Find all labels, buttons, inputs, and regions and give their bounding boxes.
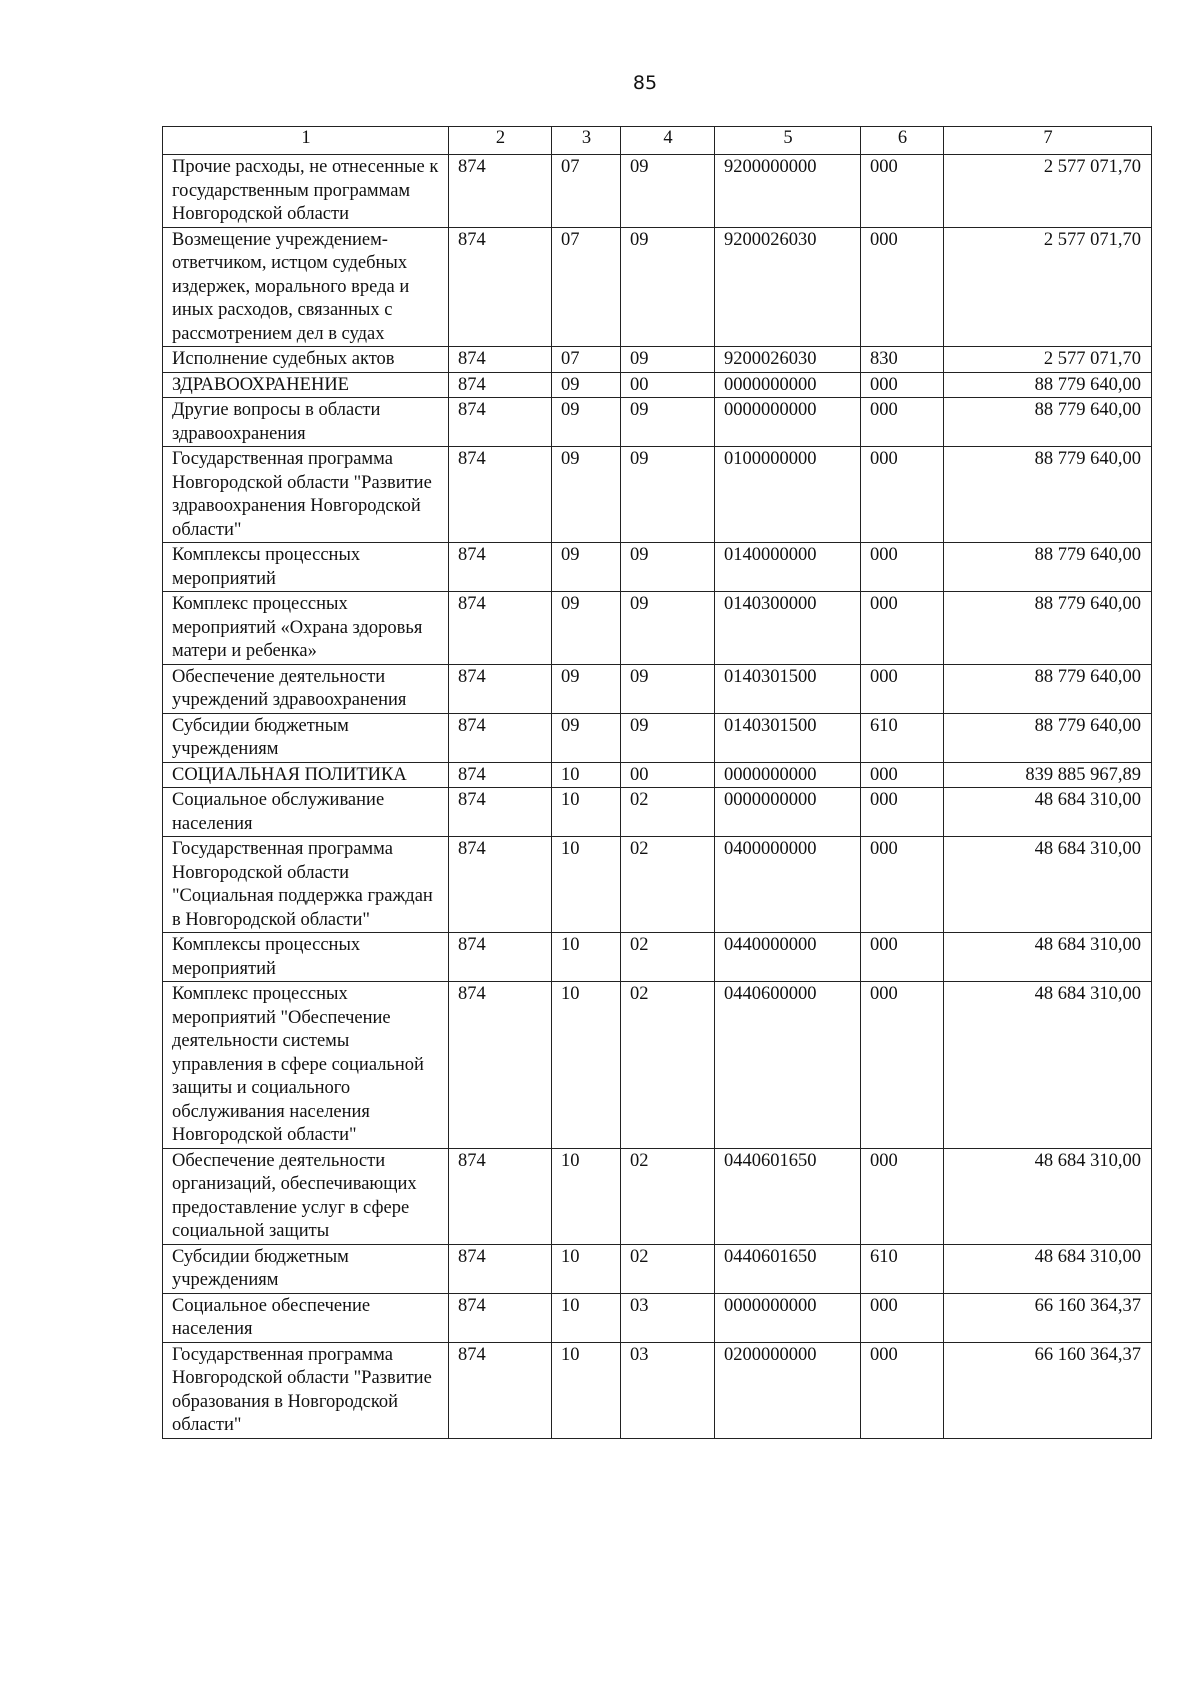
target-article-cell: 0440601650 <box>715 1244 861 1293</box>
expense-type-cell: 000 <box>861 788 944 837</box>
target-article-cell: 0100000000 <box>715 447 861 543</box>
subsection-code-cell: 09 <box>621 713 715 762</box>
ministry-code-cell: 874 <box>449 1148 552 1244</box>
expense-type-cell: 000 <box>861 837 944 933</box>
item-name-cell: Возмещение учреждением-ответчиком, истцом судебных издержек, морального вреда и иных расходов, связанных с рассмотрением дел в судах <box>163 227 449 347</box>
amount-cell: 2 577 071,70 <box>944 155 1152 228</box>
item-name-cell: ЗДРАВООХРАНЕНИЕ <box>163 372 449 398</box>
subsection-code-cell: 09 <box>621 347 715 373</box>
expense-type-cell: 000 <box>861 592 944 665</box>
target-article-cell: 0000000000 <box>715 372 861 398</box>
table-row <box>163 933 1152 982</box>
table-row <box>163 762 1152 788</box>
amount-cell: 48 684 310,00 <box>944 837 1152 933</box>
table-row <box>163 347 1152 373</box>
subsection-code-cell: 09 <box>621 227 715 347</box>
section-code-cell: 10 <box>552 1293 621 1342</box>
section-code-cell: 09 <box>552 543 621 592</box>
item-name-cell: Социальное обеспечение населения <box>163 1293 449 1342</box>
ministry-code-cell: 874 <box>449 933 552 982</box>
section-code-cell: 10 <box>552 1244 621 1293</box>
target-article-cell: 0000000000 <box>715 398 861 447</box>
item-name-cell: Субсидии бюджетным учреждениям <box>163 1244 449 1293</box>
section-code-cell: 10 <box>552 762 621 788</box>
item-name-cell: Комплекс процессных мероприятий "Обеспечение деятельности системы управления в сфере социальной защиты и социального обслуживания населения Новгородской области" <box>163 982 449 1149</box>
budget-table <box>162 126 1152 1439</box>
target-article-cell: 0140301500 <box>715 713 861 762</box>
expense-type-cell: 000 <box>861 933 944 982</box>
table-row <box>163 1293 1152 1342</box>
target-article-cell: 0140301500 <box>715 664 861 713</box>
target-article-cell: 0000000000 <box>715 788 861 837</box>
target-article-cell: 0440000000 <box>715 933 861 982</box>
section-code-cell: 07 <box>552 155 621 228</box>
section-code-cell: 10 <box>552 837 621 933</box>
amount-cell: 88 779 640,00 <box>944 398 1152 447</box>
ministry-code-cell: 874 <box>449 982 552 1149</box>
expense-type-cell: 000 <box>861 155 944 228</box>
target-article-cell: 9200026030 <box>715 347 861 373</box>
amount-cell: 48 684 310,00 <box>944 982 1152 1149</box>
section-code-cell: 09 <box>552 592 621 665</box>
amount-cell: 66 160 364,37 <box>944 1293 1152 1342</box>
amount-cell: 48 684 310,00 <box>944 788 1152 837</box>
ministry-code-cell: 874 <box>449 447 552 543</box>
target-article-cell: 0140300000 <box>715 592 861 665</box>
ministry-code-cell: 874 <box>449 713 552 762</box>
table-row <box>163 1342 1152 1438</box>
item-name-cell: Комплекс процессных мероприятий «Охрана здоровья матери и ребенка» <box>163 592 449 665</box>
expense-type-cell: 000 <box>861 762 944 788</box>
expense-type-cell: 000 <box>861 664 944 713</box>
ministry-code-cell: 874 <box>449 664 552 713</box>
amount-cell: 88 779 640,00 <box>944 713 1152 762</box>
ministry-code-cell: 874 <box>449 1244 552 1293</box>
ministry-code-cell: 874 <box>449 347 552 373</box>
header-cell: 5 <box>715 127 861 155</box>
target-article-cell: 0140000000 <box>715 543 861 592</box>
amount-cell: 88 779 640,00 <box>944 543 1152 592</box>
table-header-row <box>163 127 1152 155</box>
target-article-cell: 0440600000 <box>715 982 861 1149</box>
table-row <box>163 837 1152 933</box>
subsection-code-cell: 09 <box>621 155 715 228</box>
item-name-cell: Исполнение судебных актов <box>163 347 449 373</box>
amount-cell: 839 885 967,89 <box>944 762 1152 788</box>
item-name-cell: Другие вопросы в области здравоохранения <box>163 398 449 447</box>
amount-cell: 2 577 071,70 <box>944 227 1152 347</box>
section-code-cell: 10 <box>552 1148 621 1244</box>
section-code-cell: 10 <box>552 982 621 1149</box>
subsection-code-cell: 03 <box>621 1293 715 1342</box>
subsection-code-cell: 09 <box>621 398 715 447</box>
target-article-cell: 0000000000 <box>715 762 861 788</box>
amount-cell: 88 779 640,00 <box>944 664 1152 713</box>
subsection-code-cell: 02 <box>621 1244 715 1293</box>
table-row <box>163 155 1152 228</box>
item-name-cell: Комплексы процессных мероприятий <box>163 543 449 592</box>
ministry-code-cell: 874 <box>449 372 552 398</box>
table-row <box>163 1244 1152 1293</box>
target-article-cell: 9200000000 <box>715 155 861 228</box>
header-cell: 2 <box>449 127 552 155</box>
ministry-code-cell: 874 <box>449 155 552 228</box>
subsection-code-cell: 09 <box>621 592 715 665</box>
expense-type-cell: 000 <box>861 1293 944 1342</box>
expense-type-cell: 000 <box>861 398 944 447</box>
ministry-code-cell: 874 <box>449 1293 552 1342</box>
item-name-cell: Комплексы процессных мероприятий <box>163 933 449 982</box>
target-article-cell: 0440601650 <box>715 1148 861 1244</box>
section-code-cell: 09 <box>552 664 621 713</box>
item-name-cell: Государственная программа Новгородской области "Развитие здравоохранения Новгородской области" <box>163 447 449 543</box>
section-code-cell: 09 <box>552 372 621 398</box>
header-cell: 1 <box>163 127 449 155</box>
amount-cell: 48 684 310,00 <box>944 1148 1152 1244</box>
table-row <box>163 543 1152 592</box>
subsection-code-cell: 03 <box>621 1342 715 1438</box>
ministry-code-cell: 874 <box>449 398 552 447</box>
expense-type-cell: 000 <box>861 447 944 543</box>
expense-type-cell: 000 <box>861 372 944 398</box>
subsection-code-cell: 00 <box>621 372 715 398</box>
table-row <box>163 982 1152 1149</box>
section-code-cell: 07 <box>552 347 621 373</box>
ministry-code-cell: 874 <box>449 1342 552 1438</box>
table-row <box>163 447 1152 543</box>
section-code-cell: 09 <box>552 447 621 543</box>
table-row <box>163 713 1152 762</box>
target-article-cell: 0200000000 <box>715 1342 861 1438</box>
item-name-cell: Государственная программа Новгородской области "Социальная поддержка граждан в Новгородской области" <box>163 837 449 933</box>
ministry-code-cell: 874 <box>449 837 552 933</box>
amount-cell: 48 684 310,00 <box>944 933 1152 982</box>
table-row <box>163 227 1152 347</box>
expense-type-cell: 000 <box>861 982 944 1149</box>
item-name-cell: СОЦИАЛЬНАЯ ПОЛИТИКА <box>163 762 449 788</box>
amount-cell: 88 779 640,00 <box>944 447 1152 543</box>
item-name-cell: Государственная программа Новгородской области "Развитие образования в Новгородской области" <box>163 1342 449 1438</box>
ministry-code-cell: 874 <box>449 227 552 347</box>
header-cell: 3 <box>552 127 621 155</box>
ministry-code-cell: 874 <box>449 762 552 788</box>
item-name-cell: Обеспечение деятельности организаций, обеспечивающих предоставление услуг в сфере социальной защиты <box>163 1148 449 1244</box>
ministry-code-cell: 874 <box>449 788 552 837</box>
subsection-code-cell: 09 <box>621 543 715 592</box>
ministry-code-cell: 874 <box>449 543 552 592</box>
subsection-code-cell: 02 <box>621 933 715 982</box>
target-article-cell: 9200026030 <box>715 227 861 347</box>
section-code-cell: 10 <box>552 1342 621 1438</box>
amount-cell: 88 779 640,00 <box>944 592 1152 665</box>
amount-cell: 48 684 310,00 <box>944 1244 1152 1293</box>
item-name-cell: Обеспечение деятельности учреждений здравоохранения <box>163 664 449 713</box>
table-row <box>163 398 1152 447</box>
section-code-cell: 10 <box>552 933 621 982</box>
expense-type-cell: 000 <box>861 1342 944 1438</box>
expense-type-cell: 610 <box>861 713 944 762</box>
subsection-code-cell: 09 <box>621 447 715 543</box>
subsection-code-cell: 09 <box>621 664 715 713</box>
page-number: 85 <box>632 72 658 94</box>
section-code-cell: 10 <box>552 788 621 837</box>
table-row <box>163 788 1152 837</box>
amount-cell: 2 577 071,70 <box>944 347 1152 373</box>
header-cell: 7 <box>944 127 1152 155</box>
subsection-code-cell: 02 <box>621 837 715 933</box>
subsection-code-cell: 00 <box>621 762 715 788</box>
item-name-cell: Социальное обслуживание населения <box>163 788 449 837</box>
table-row <box>163 1148 1152 1244</box>
amount-cell: 88 779 640,00 <box>944 372 1152 398</box>
item-name-cell: Прочие расходы, не отнесенные к государственным программам Новгородской области <box>163 155 449 228</box>
item-name-cell: Субсидии бюджетным учреждениям <box>163 713 449 762</box>
table-row <box>163 592 1152 665</box>
expense-type-cell: 000 <box>861 1148 944 1244</box>
table-row <box>163 372 1152 398</box>
expense-type-cell: 000 <box>861 227 944 347</box>
expense-type-cell: 610 <box>861 1244 944 1293</box>
expense-type-cell: 000 <box>861 543 944 592</box>
header-cell: 4 <box>621 127 715 155</box>
subsection-code-cell: 02 <box>621 982 715 1149</box>
amount-cell: 66 160 364,37 <box>944 1342 1152 1438</box>
ministry-code-cell: 874 <box>449 592 552 665</box>
section-code-cell: 07 <box>552 227 621 347</box>
table-row <box>163 664 1152 713</box>
target-article-cell: 0000000000 <box>715 1293 861 1342</box>
section-code-cell: 09 <box>552 398 621 447</box>
header-cell: 6 <box>861 127 944 155</box>
subsection-code-cell: 02 <box>621 788 715 837</box>
subsection-code-cell: 02 <box>621 1148 715 1244</box>
expense-type-cell: 830 <box>861 347 944 373</box>
target-article-cell: 0400000000 <box>715 837 861 933</box>
section-code-cell: 09 <box>552 713 621 762</box>
